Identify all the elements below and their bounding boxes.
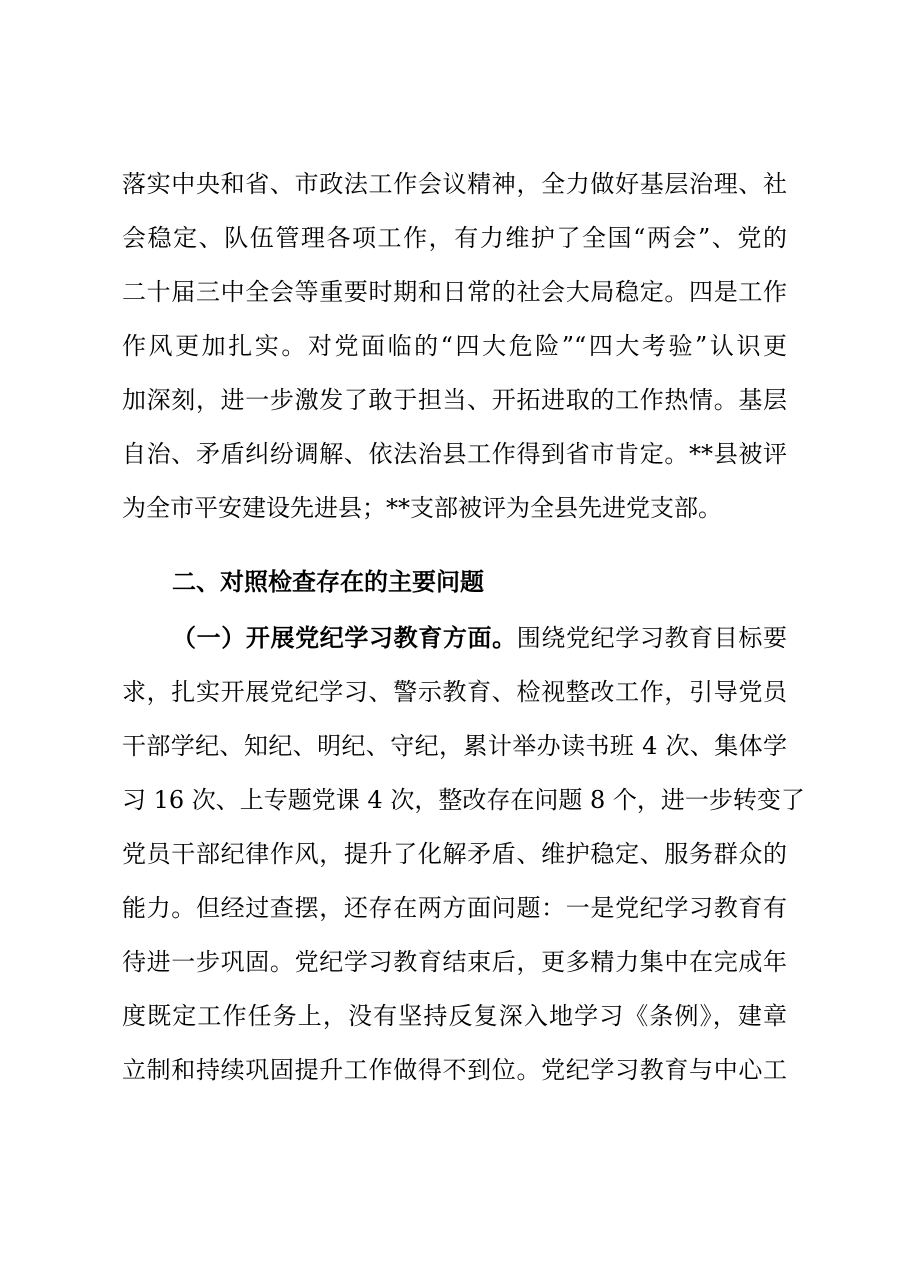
section-heading: 二、对照检查存在的主要问题 (172, 568, 484, 596)
body-text-line: 自治、矛盾纠纷调解、依法治县工作得到省市肯定。**县被评 (122, 440, 787, 468)
body-text-line: 习 16 次、上专题党课 4 次，整改存在问题 8 个，进一步转变了 (122, 786, 805, 814)
body-text-line: 二十届三中全会等重要时期和日常的社会大局稳定。四是工作 (122, 278, 787, 306)
body-text-line: 求，扎实开展党纪学习、警示教育、检视整改工作，引导党员 (122, 678, 787, 706)
body-text-line: 加深刻，进一步激发了敢于担当、开拓进取的工作热情。基层 (122, 386, 787, 414)
body-text-line: 立制和持续巩固提升工作做得不到位。党纪学习教育与中心工 (122, 1056, 787, 1084)
body-text-line: 党员干部纪律作风，提升了化解矛盾、维护稳定、服务群众的 (122, 840, 787, 868)
subsection-first-line (172, 618, 787, 658)
body-text-line: 待进一步巩固。党纪学习教育结束后，更多精力集中在完成年 (122, 948, 787, 976)
body-text-line: 落实中央和省、市政法工作会议精神，全力做好基层治理、社 (122, 170, 787, 198)
body-text-line: 为全市平安建设先进县；**支部被评为全县先进党支部。 (122, 494, 722, 522)
body-text-line: 作风更加扎实。对党面临的“四大危险”“四大考验”认识更 (122, 332, 787, 360)
body-text-line: 干部学纪、知纪、明纪、守纪，累计举办读书班 4 次、集体学 (122, 732, 787, 760)
subsection-title: （一）开展党纪学习教育方面。 (172, 624, 517, 652)
body-text-line: 会稳定、队伍管理各项工作，有力维护了全国“两会”、党的 (122, 224, 787, 252)
body-text-line: 能力。但经过查摆，还存在两方面问题：一是党纪学习教育有 (122, 894, 787, 922)
body-text-span: 围绕党纪学习教育目标要 (516, 624, 787, 652)
body-text-line: 度既定工作任务上，没有坚持反复深入地学习《条例》，建章 (122, 1002, 787, 1030)
